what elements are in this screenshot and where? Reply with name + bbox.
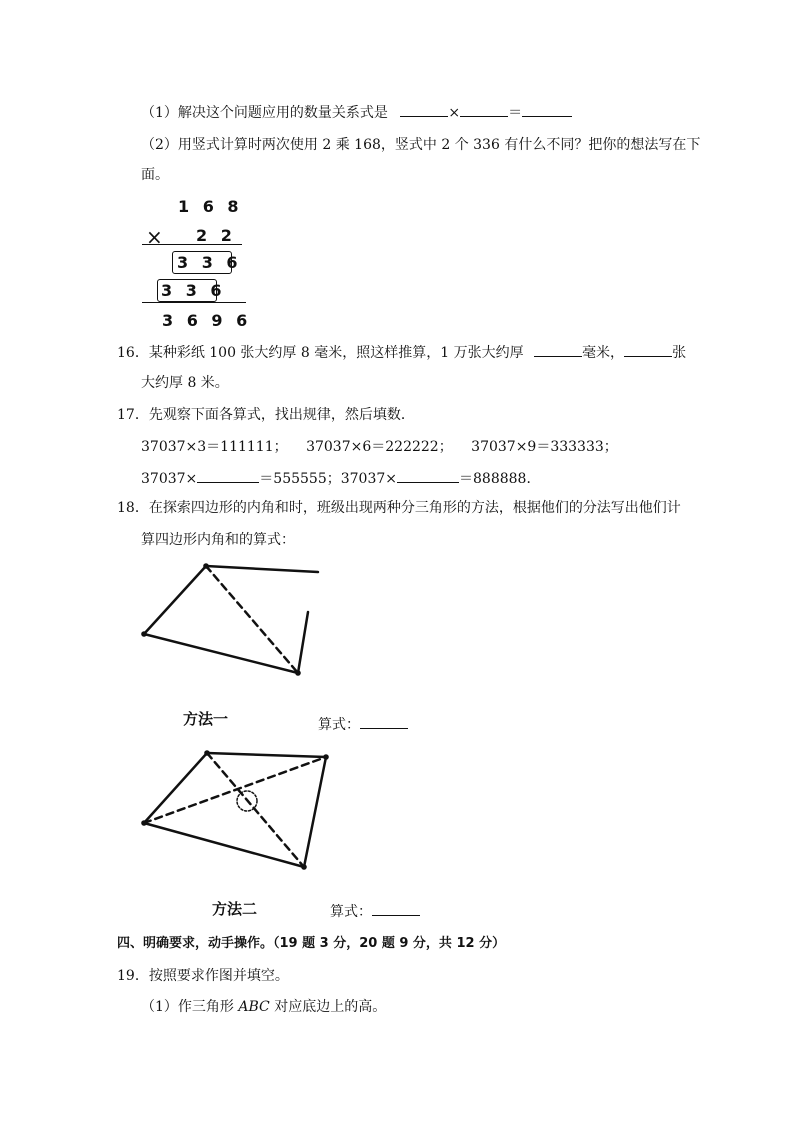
diagonal-dashed <box>206 566 298 673</box>
method-one-label: 方法一 <box>183 710 229 728</box>
diagonal-dashed <box>207 753 304 867</box>
diagonal-dashed <box>144 757 326 823</box>
quadrilateral-edge <box>144 823 304 867</box>
quadrilateral-edge <box>304 757 326 867</box>
answer-blank[interactable] <box>624 344 672 357</box>
answer-blank[interactable] <box>360 716 408 729</box>
quadrilateral-edge <box>298 612 308 673</box>
q17-eq4-c: ＝888888． <box>459 471 541 487</box>
q17-eq1: 37037×3＝111111； <box>141 439 288 455</box>
formula-label: 算式： <box>318 717 360 733</box>
divider-line <box>142 302 246 303</box>
divider-line <box>142 244 242 245</box>
vertex-dot <box>301 864 307 870</box>
answer-blank[interactable] <box>197 470 259 483</box>
answer-blank[interactable] <box>534 344 582 357</box>
vertex-dot <box>204 750 210 756</box>
answer-blank[interactable] <box>460 104 508 117</box>
q17-eq3: 37037×9＝333333； <box>471 439 618 455</box>
method-two-label: 方法二 <box>212 900 258 918</box>
equals-sign: ＝ <box>508 105 523 121</box>
q18-line2: 算四边形内角和的算式： <box>141 532 295 548</box>
q16-text-a: 16．某种彩纸 100 张大约厚 8 毫米，照这样推算，1 万张大约厚 <box>117 345 524 361</box>
answer-blank[interactable] <box>372 903 420 916</box>
q16-line2: 大约厚 8 米。 <box>141 375 229 391</box>
q16-text-b: 毫米， <box>582 345 625 361</box>
method-one-formula <box>318 716 408 733</box>
product-result: 3 6 9 6 <box>162 311 252 330</box>
q18-line1: 18．在探索四边形的内角和时，班级出现两种分三角形的方法，根据他们的分法写出他们计 <box>117 500 681 516</box>
q16-text-c: 张 <box>672 345 687 361</box>
center-angle-circle <box>237 791 257 811</box>
multiplicand: 1 6 8 <box>178 197 243 216</box>
partial-product-1: 3 3 6 <box>177 253 242 272</box>
q19-part1-text-b: 对应底边上的高。 <box>274 999 387 1015</box>
q15-part2-line1: （2）用竖式计算时两次使用 2 乘 168，竖式中 2 个 336 有什么不同？把你的想法写在下 <box>141 137 701 153</box>
partial-product-2: 3 3 6 <box>161 281 226 300</box>
q19-title: 19．按照要求作图并填空。 <box>117 968 289 984</box>
quadrilateral-edge <box>206 566 318 572</box>
q15-part1-text: （1）解决这个问题应用的数量关系式是 <box>141 105 388 121</box>
quadrilateral-edge <box>144 753 207 823</box>
quadrilateral-edge <box>144 566 206 634</box>
formula-label: 算式： <box>330 904 372 920</box>
quadrilateral-edge <box>144 634 298 673</box>
q17-eq4-b: ＝555555；37037× <box>259 471 397 487</box>
method-two-formula <box>330 903 420 920</box>
q17-eq2: 37037×6＝222222； <box>306 439 453 455</box>
q15-part1 <box>141 104 572 121</box>
q15-part2-line2: 面。 <box>141 167 169 183</box>
q16-line1 <box>117 344 686 361</box>
answer-blank[interactable] <box>400 104 448 117</box>
vertex-dot <box>203 563 209 569</box>
answer-blank[interactable] <box>522 104 572 117</box>
multiplier: 2 2 <box>196 226 236 245</box>
q17-title: 17．先观察下面各算式，找出规律，然后填数． <box>117 407 415 423</box>
section-four-heading: 四、明确要求，动手操作。（19 题 3 分，20 题 9 分，共 12 分） <box>117 936 506 951</box>
vertex-dot <box>141 820 147 826</box>
q19-part1-text-a: （1）作三角形 <box>141 999 234 1015</box>
quadrilateral-edge <box>207 753 326 757</box>
q17-equations-row1 <box>141 439 618 455</box>
vertex-dot <box>141 631 147 637</box>
vertex-dot <box>323 754 329 760</box>
vertex-dot <box>295 670 301 676</box>
answer-blank[interactable] <box>397 470 459 483</box>
triangle-name: ABC <box>238 999 270 1015</box>
q17-equations-row2 <box>141 470 540 487</box>
multiply-operator: × <box>146 225 167 249</box>
times-sign: × <box>448 105 461 121</box>
q17-eq4-a: 37037× <box>141 471 198 487</box>
q19-part1 <box>141 999 386 1015</box>
